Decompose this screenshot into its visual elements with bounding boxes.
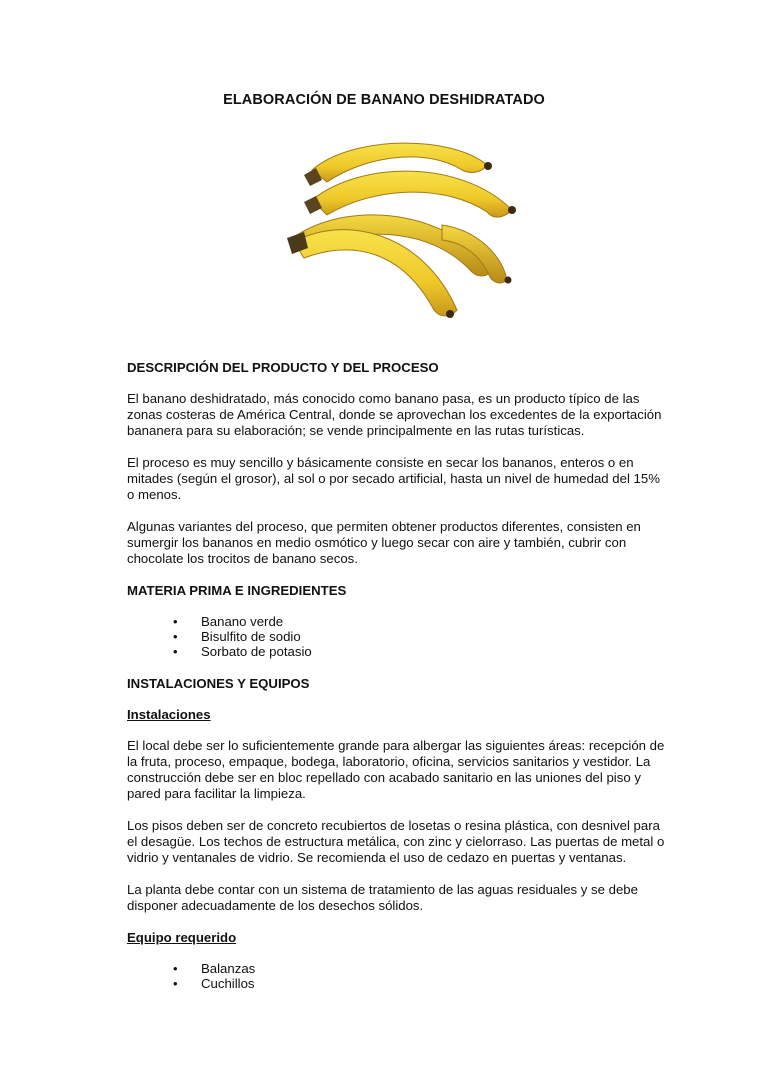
document-body: [127, 360, 667, 1008]
paragraph: El local debe ser lo suficientemente grande para albergar las siguientes áreas: recepción de la fruta, proceso, empaque, bodega, laboratorio, oficina, servicios sanitarios y vestidor. La construcción debe ser en bloc repellado con acabado sanitario en las uniones del piso y pared para facilitar la limpieza.: [127, 738, 665, 801]
paragraph: El banano deshidratado, más conocido como banano pasa, es un producto típico de las zonas costeras de América Central, donde se aprovechan los excedentes de la exportación bananera para su elaboración; se vende principalmente en las rutas turísticas.: [127, 391, 662, 438]
paragraph: Los pisos deben ser de concreto recubiertos de losetas o resina plástica, con desnivel para el desagüe. Los techos de estructura metálica, con zinc y cielorraso. Las puertas de metal o vidrio y ventanales de vidrio. Se recomienda el uso de cedazo en puertas y ventanas.: [127, 818, 665, 865]
banana-bunch-icon: [282, 130, 522, 325]
list-item: • Bisulfito de sodio: [127, 629, 667, 644]
list-item: • Cuchillos: [127, 976, 667, 991]
ingredient-list: [127, 614, 667, 659]
list-item: • Sorbato de potasio: [127, 644, 667, 659]
paragraph: Algunas variantes del proceso, que permiten obtener productos diferentes, consisten en sumergir los bananos en medio osmótico y luego secar con aire y también, cubrir con chocolate los trocitos de banano secos.: [127, 519, 641, 566]
section-heading-materia: MATERIA PRIMA E INGREDIENTES: [127, 583, 347, 598]
equipment-list: [127, 961, 667, 991]
list-item: • Balanzas: [127, 961, 667, 976]
subheading-equipo-requerido: Equipo requerido: [127, 930, 237, 945]
list-item: • Banano verde: [127, 614, 667, 629]
page-title: ELABORACIÓN DE BANANO DESHIDRATADO: [223, 92, 545, 108]
paragraph: El proceso es muy sencillo y básicamente consiste en secar los bananos, enteros o en mitades (según el grosor), al sol o por secado artificial, hasta un nivel de humedad del 15% o menos.: [127, 455, 660, 502]
paragraph: La planta debe contar con un sistema de tratamiento de las aguas residuales y se debe disponer adecuadamente de los desechos sólidos.: [127, 882, 638, 913]
subheading-instalaciones: Instalaciones: [127, 707, 211, 722]
section-heading-descripcion: DESCRIPCIÓN DEL PRODUCTO Y DEL PROCESO: [127, 360, 439, 375]
banana-image: [282, 130, 522, 325]
section-heading-instalaciones-equipos: INSTALACIONES Y EQUIPOS: [127, 676, 310, 691]
